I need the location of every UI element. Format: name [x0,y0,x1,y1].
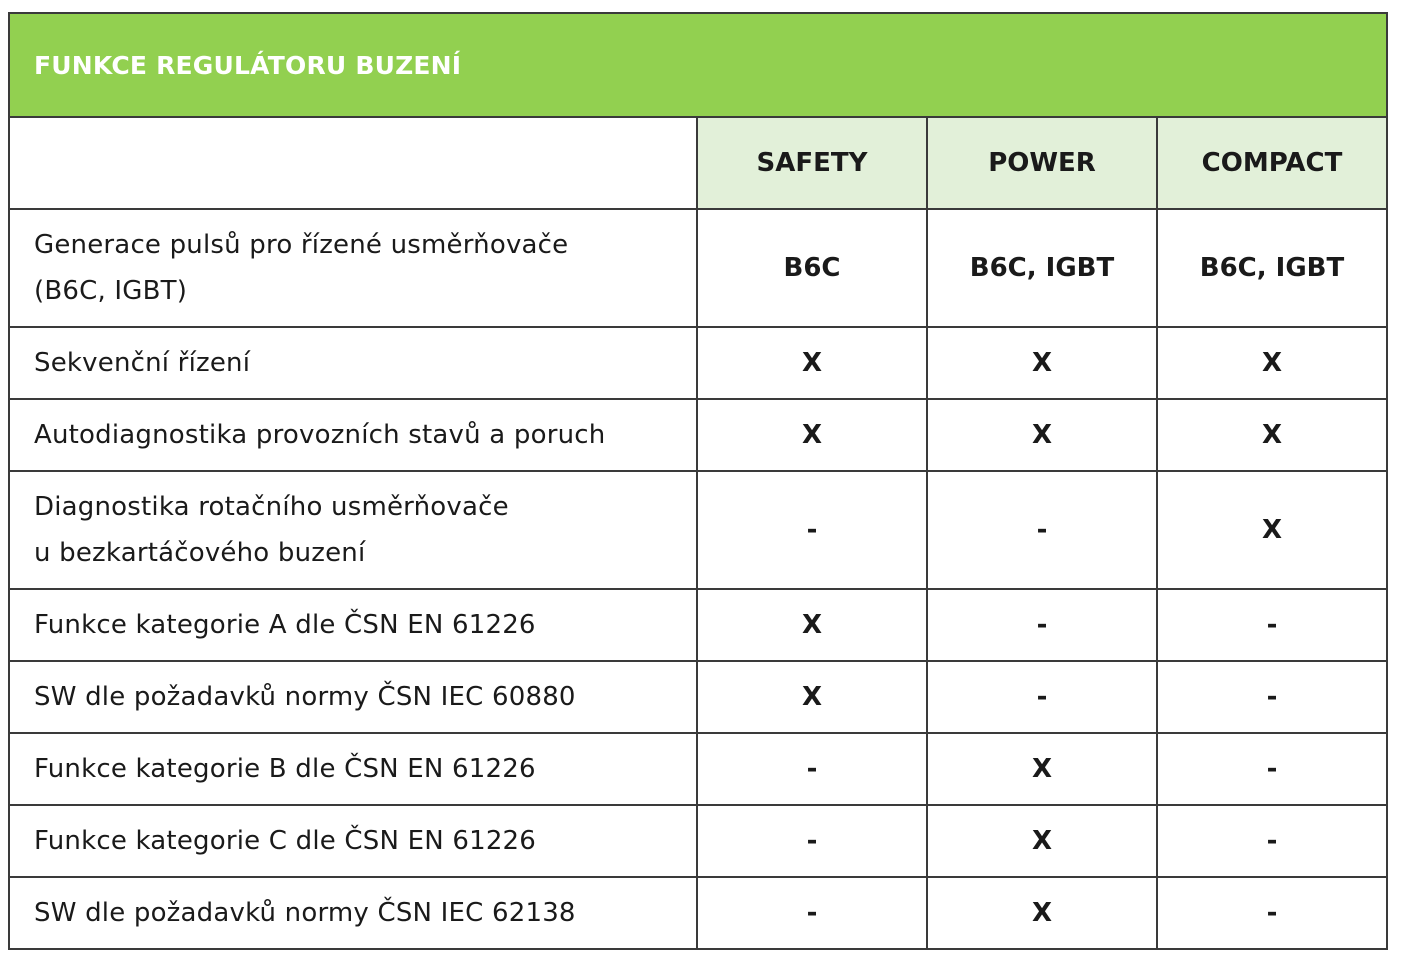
cell-compact: X [1157,327,1387,399]
cell-safety: - [697,471,927,589]
row-label-line: Generace pulsů pro řízené usměrňovače [34,230,569,260]
cell-safety: - [697,805,927,877]
cell-safety: X [697,589,927,661]
header-corner-cell [9,117,697,209]
table-title: FUNKCE REGULÁTORU BUZENÍ [9,13,1387,117]
cell-power: X [927,733,1157,805]
cell-power: X [927,399,1157,471]
row-label-line: (B6C, IGBT) [34,276,188,306]
cell-compact: - [1157,805,1387,877]
table-row [9,471,1387,589]
cell-power: - [927,589,1157,661]
feature-comparison-table [8,12,1388,950]
table-row [9,209,1387,327]
header-row [9,117,1387,209]
table-row [9,877,1387,949]
cell-compact: - [1157,733,1387,805]
row-label [9,805,697,877]
row-label-line: Funkce kategorie C dle ČSN EN 61226 [34,826,537,856]
table-row [9,589,1387,661]
cell-safety: X [697,661,927,733]
cell-power: B6C, IGBT [927,209,1157,327]
cell-safety: B6C [697,209,927,327]
table-row [9,805,1387,877]
title-row [9,13,1387,117]
row-label [9,733,697,805]
row-label-line: Diagnostika rotačního usměrňovače [34,492,509,522]
cell-safety: X [697,399,927,471]
column-header-compact: COMPACT [1157,117,1387,209]
cell-power: - [927,471,1157,589]
row-label-line: Autodiagnostika provozních stavů a poruch [34,420,606,450]
cell-safety: - [697,733,927,805]
row-label-line: u bezkartáčového buzení [34,538,366,568]
row-label [9,877,697,949]
cell-safety: X [697,327,927,399]
table-row [9,661,1387,733]
row-label-line: SW dle požadavků normy ČSN IEC 62138 [34,898,576,928]
cell-power: X [927,877,1157,949]
cell-power: - [927,661,1157,733]
cell-compact: B6C, IGBT [1157,209,1387,327]
cell-compact: X [1157,399,1387,471]
row-label [9,209,697,327]
table-row [9,399,1387,471]
column-header-power: POWER [927,117,1157,209]
cell-power: X [927,327,1157,399]
row-label [9,661,697,733]
row-label-line: Sekvenční řízení [34,348,251,378]
row-label [9,589,697,661]
table-row [9,733,1387,805]
row-label-line: Funkce kategorie B dle ČSN EN 61226 [34,754,536,784]
feature-table-container [8,12,1386,950]
row-label-line: Funkce kategorie A dle ČSN EN 61226 [34,610,536,640]
cell-power: X [927,805,1157,877]
row-label [9,399,697,471]
table-row [9,327,1387,399]
row-label-line: SW dle požadavků normy ČSN IEC 60880 [34,682,576,712]
row-label [9,327,697,399]
cell-compact: - [1157,877,1387,949]
column-header-safety: SAFETY [697,117,927,209]
cell-compact: - [1157,661,1387,733]
cell-compact: - [1157,589,1387,661]
cell-safety: - [697,877,927,949]
cell-compact: X [1157,471,1387,589]
row-label [9,471,697,589]
